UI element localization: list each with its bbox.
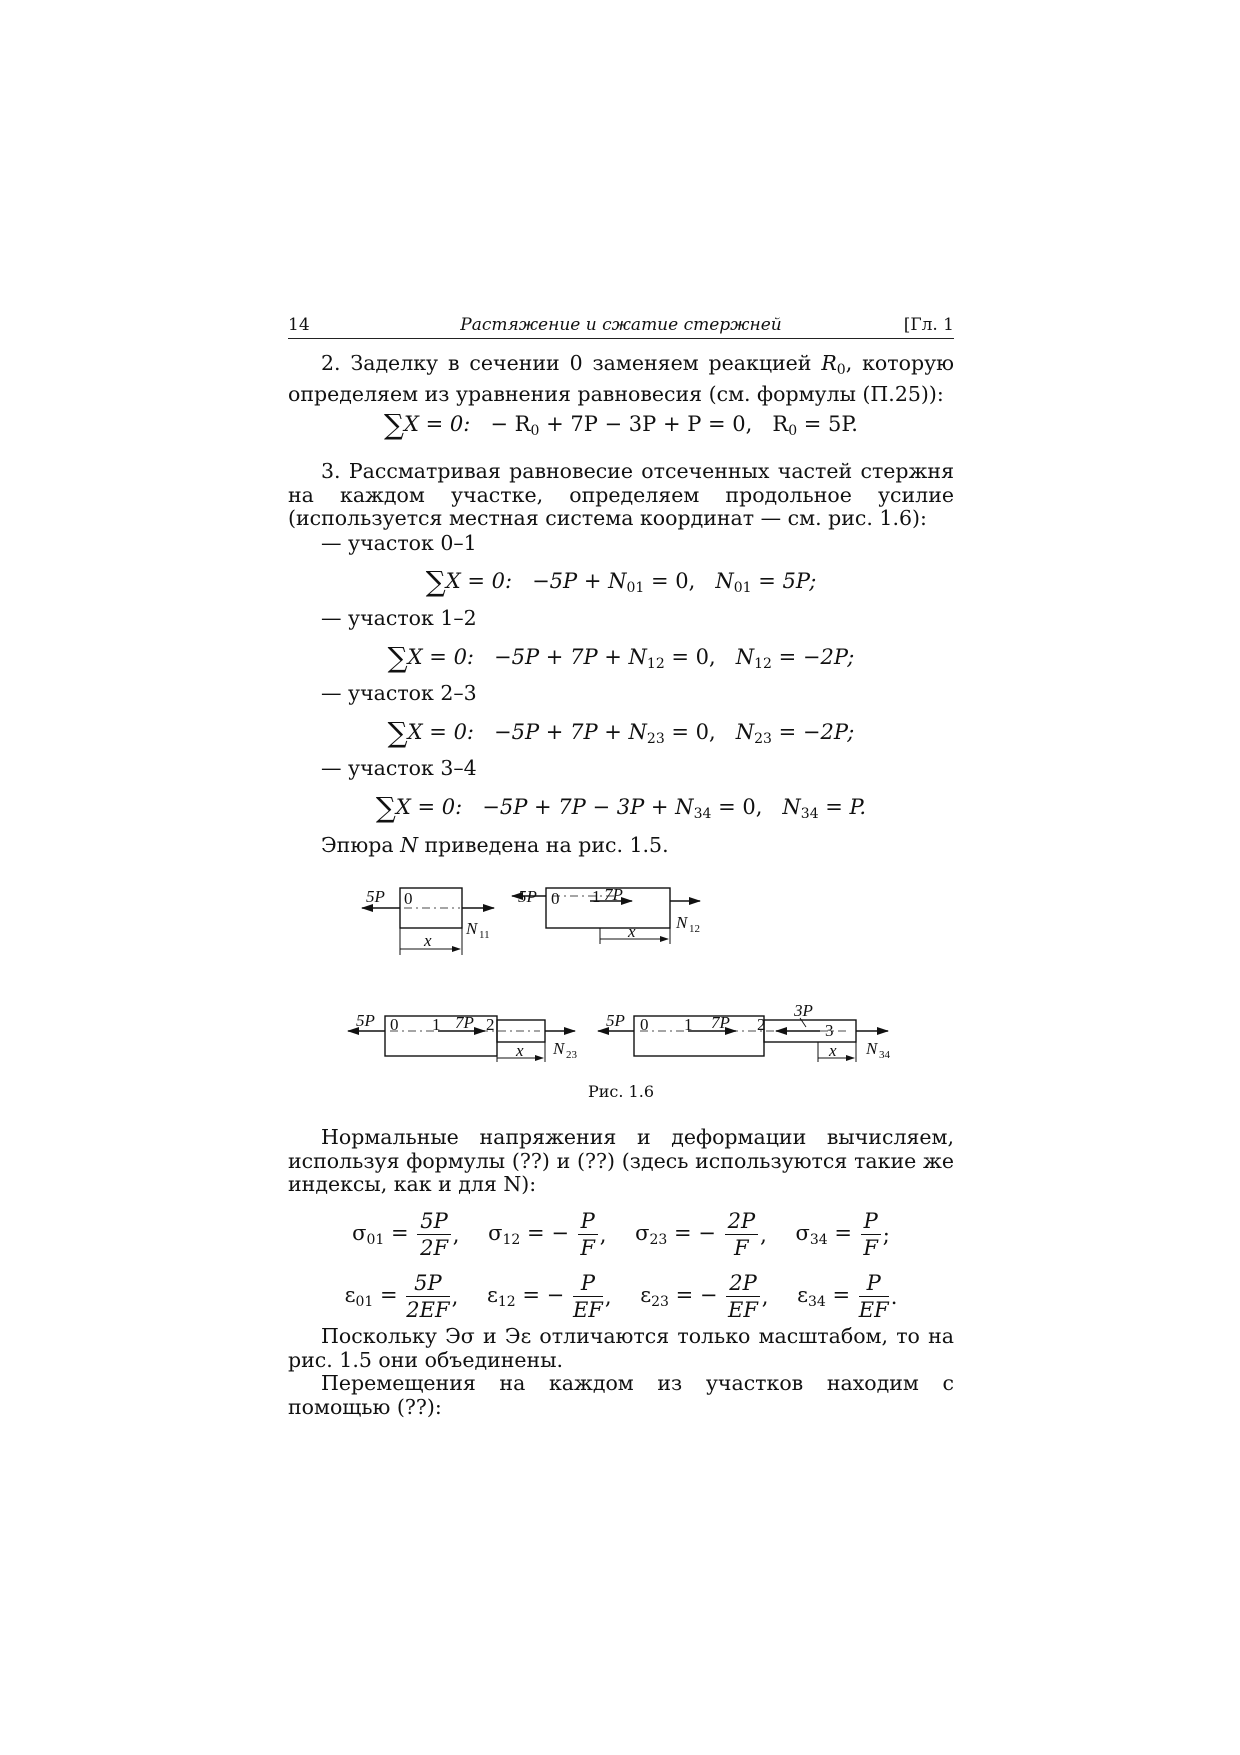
fraction: $\frac{P}{F}$: [578, 1208, 598, 1261]
force-label-n: N: [553, 1039, 565, 1058]
section-label-3: 3: [825, 1021, 834, 1040]
fraction: $\frac{5P}{2F}$: [417, 1208, 451, 1261]
page-number: 14: [288, 315, 310, 335]
diagram-labels-c: [356, 1011, 578, 1061]
section-label-1: 1: [592, 887, 601, 906]
paragraph-segments-intro: 3. Рассматривая равновесие отсеченных частей стержня на каждом участке, определяем продольное усилие (используется местная система координат — см. рис. 1.6):: [288, 459, 954, 530]
section-label-2: 2: [757, 1015, 766, 1034]
force-label-n11: 11: [479, 929, 490, 941]
force-label-n12: 12: [689, 923, 700, 935]
equation-segment-2-3: ∑X = 0: $-5P + 7P + N_{23} = 0$, $N_{23} = -2P$;: [387, 716, 855, 749]
force-label-7p: 7P: [604, 885, 623, 904]
paragraph-stresses-intro: Нормальные напряжения и деформации вычисляем, используя формулы (??) и (??) (здесь используются такие же индексы, как и для N):: [288, 1125, 954, 1196]
fraction: $\frac{P}{EF}$: [572, 1271, 603, 1322]
diagram-labels-a: [366, 887, 490, 950]
stress-formulas: $\sigma_{01}$ = $\frac{5P}{2F}$ , $\sigma_{12}$ = − $\frac{P}{F}$ , $\sigma_{23}$ = − $\frac{2P}{F}$ , $\sigma_{34}$ = $\frac{P}{F}$ ;: [352, 1209, 890, 1260]
force-label-n: N: [866, 1039, 878, 1058]
section-label-0: 0: [404, 889, 413, 908]
diagram-labels-b: [518, 885, 700, 941]
paragraph-displacements: Перемещения на каждом из участков находим с помощью (??):: [288, 1371, 954, 1419]
fraction: $\frac{P}{F}$: [861, 1208, 881, 1261]
force-label-3p: 3P: [794, 1001, 813, 1020]
section-label-1: 1: [684, 1015, 693, 1034]
coord-label-x: x: [516, 1041, 524, 1060]
force-label-7p: 7P: [455, 1013, 474, 1032]
segment-label-3-4: — участок 3–4: [321, 756, 477, 780]
force-label-5p: 5P: [518, 887, 537, 906]
equation-segment-3-4: ∑X = 0: $-5P + 7P - 3P + N_{34} = 0$, $N_{34} = P$.: [375, 791, 867, 824]
section-label-1: 1: [432, 1015, 441, 1034]
section-label-0: 0: [390, 1015, 399, 1034]
fraction: $\frac{P}{EF}$: [858, 1271, 889, 1322]
fraction: $\frac{2P}{EF}$: [728, 1271, 758, 1322]
force-label-5p: 5P: [356, 1011, 375, 1030]
paragraph-epure-note: Поскольку Эσ и Эε отличаются только масштабом, то на рис. 1.5 они объединены.: [288, 1324, 954, 1372]
force-label-n: N: [676, 913, 688, 932]
force-label-5p: 5P: [366, 887, 385, 906]
chapter-label: [Гл. 1: [903, 315, 954, 335]
coord-label-x: x: [829, 1041, 837, 1060]
strain-formulas: $\varepsilon_{01}$ = $\frac{5P}{2EF}$ , $\varepsilon_{12}$ = − $\frac{P}{EF}$ , $\varepsilon_{23}$ = − $\frac{2P}{EF}$ , $\varepsilon_{34}$ = $\frac{P}{EF}$ .: [344, 1271, 898, 1322]
section-label-2: 2: [486, 1015, 495, 1034]
coord-label-x: x: [628, 922, 636, 941]
equation-segment-1-2: ∑X = 0: $-5P + 7P + N_{12} = 0$, $N_{12} = -2P$;: [387, 641, 855, 674]
epure-reference: Эпюра N приведена на рис. 1.5.: [321, 833, 669, 857]
equation-segment-0-1: ∑X = 0: $-5P + N_{01} = 0$, $N_{01} = 5P$;: [425, 565, 817, 598]
fraction: $\frac{2P}{F}$: [725, 1208, 759, 1261]
coord-label-x: x: [424, 931, 432, 950]
segment-label-0-1: — участок 0–1: [321, 531, 477, 555]
force-label-7p: 7P: [711, 1013, 730, 1032]
figure-caption: Рис. 1.6: [587, 1082, 654, 1101]
force-label-n23: 23: [566, 1049, 577, 1061]
fraction: $\frac{5P}{2EF}$: [406, 1271, 450, 1322]
segment-label-1-2: — участок 1–2: [321, 606, 477, 630]
section-label-0: 0: [640, 1015, 649, 1034]
segment-label-2-3: — участок 2–3: [321, 681, 477, 705]
section-label-0: 0: [551, 889, 560, 908]
running-title: Растяжение и сжатие стержней: [460, 315, 782, 335]
force-label-n34: 34: [879, 1049, 890, 1061]
equation-equilibrium: ∑X = 0: − $R_0 + 7P - 3P + P = 0$, $R_0 = 5P$.: [384, 408, 858, 441]
force-label-5p: 5P: [606, 1011, 625, 1030]
paragraph-reaction: 2. Заделку в сечении 0 заменяем реакцией $R_0$, которую определяем из уравнения равновесия (см. формулы (П.25)):: [288, 351, 954, 406]
force-label-n: N: [466, 919, 478, 938]
